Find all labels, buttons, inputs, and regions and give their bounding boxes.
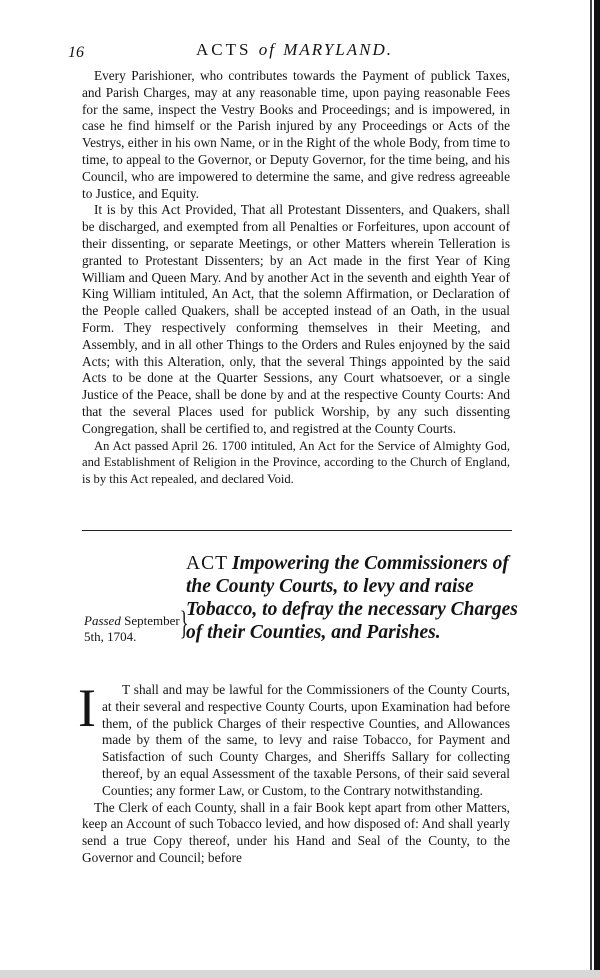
brace-icon: } xyxy=(179,605,189,642)
section-divider xyxy=(82,530,512,531)
act-title-text: Impowering the Commissioners of the County Courts, to levy and raise Tobacco, to defray the necessary Charges of their Counties, and Parishes. xyxy=(186,553,518,643)
vestry-section xyxy=(82,68,510,488)
paragraph-parishioner-appeal: Every Parishioner, who contributes towards the Payment of publick Taxes, and Parish Charges, may at any reasonable time, upon paying reasonable Fees for the same, inspect the Vestry Books and Proceedings; and is impowered, in case he find himself or the Parish injured by any Proceedings or Acts of the Vestrys, either in his own Name, or in the Right of the whole Body, from time to time, to appeal to the Governor, or Deputy Governor, for the time being, and his Council, who are impowered to determine the same, and give redress agreeable to Justice, and Equity. xyxy=(82,68,510,201)
tobacco-levy-section xyxy=(82,682,510,867)
page-bottom-edge xyxy=(0,970,600,978)
book-spine-shadow xyxy=(594,0,600,978)
act-title xyxy=(186,552,526,644)
page-number: 16 xyxy=(68,44,84,61)
running-head-acts: ACTS xyxy=(196,40,252,59)
running-head-state: MARYLAND. xyxy=(283,40,393,59)
book-spine-line xyxy=(590,0,592,978)
paragraph-clerk-account: The Clerk of each County, shall in a fair Book kept apart from other Matters, keep an Account of such Tobacco levied, and how disposed of: And shall yearly send a true Copy thereof, under his Hand and Seal of the County, to the Governor and Council; before xyxy=(82,799,510,865)
passed-date: September 5th, 1704. xyxy=(84,613,180,644)
running-head xyxy=(196,40,393,60)
act-label: ACT xyxy=(186,553,228,574)
drop-cap: I xyxy=(78,678,96,738)
running-head-of: of xyxy=(258,40,276,59)
paragraph-act-repealed: An Act passed April 26. 1700 intituled, An Act for the Service of Almighty God, and Establishment of Religion in the Province, according to the Church of England, is by this Act repealed, and declared Void. xyxy=(82,438,510,487)
paragraph-protestant-dissenters: It is by this Act Provided, That all Protestant Dissenters, and Quakers, shall be discharged, and exempted from all Penalties or Forfeitures, upon account of their dissenting, or separate Meetings, or other Matters wherein Telleration is granted to Protestant Dissenters; by an Act made in the first Year of King William and Queen Mary. And by another Act in the seventh and eighth Year of King William intituled, An Act, that the solemn Affirmation, or Declaration of the People called Quakers, shall be accepted instead of an Oath, in the usual Form. They respectively conforming themselves in their Meeting, and Assembly, and in all other Things to the Orders and Rules enjoyned by the said Acts; with this Alteration, only, that the several Things appointed by the said Acts to be done at the Quarter Sessions, any Court whatsoever, or a single Justice of the Peace, shall be done by and at the respective County Courts: And that the several Places used for publick Worship, by any such dissenting Congregation, shall be certified to, and registred at the County Courts. xyxy=(82,202,510,436)
passed-date-note xyxy=(84,613,194,645)
passed-label: Passed xyxy=(84,613,121,628)
paragraph-levy-tobacco: T shall and may be lawful for the Commissioners of the County Courts, at their several and respective County Courts, upon Examination had before them, of the publick Charges of their respective Counties, and Allowances made by them of the same, to levy and raise Tobacco, for Payment and Satisfaction of such County Charges, and Sheriffs Sallary for collecting thereof, by an equal Assessment of the taxable Persons, of their said several Counties; any former Law, or Custom, to the Contrary notwithstanding. xyxy=(102,682,510,798)
